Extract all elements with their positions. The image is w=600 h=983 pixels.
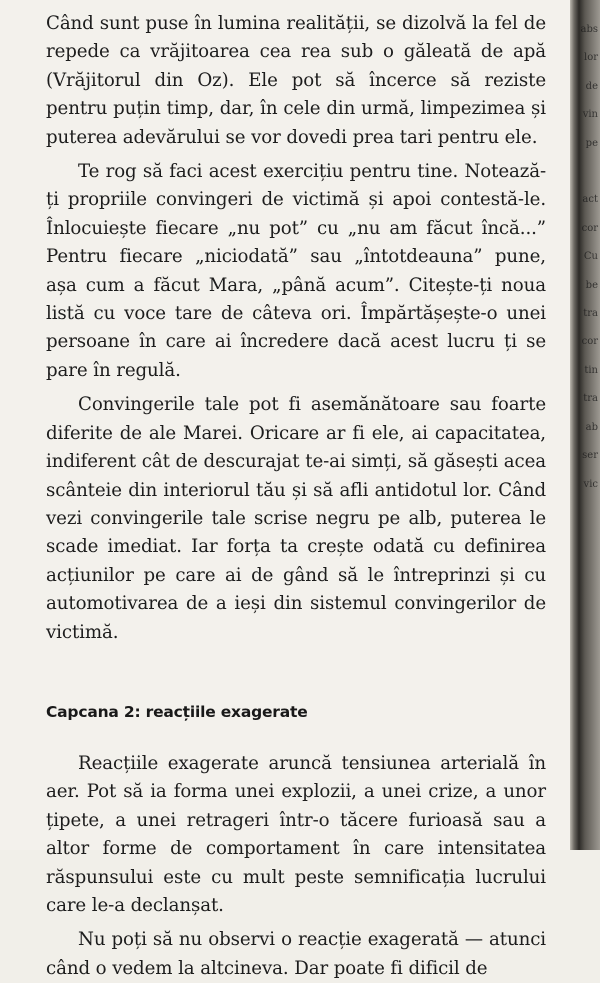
gutter-fragment — [572, 641, 598, 669]
gutter-fragment — [572, 726, 598, 754]
gutter-fragment: Cu — [583, 251, 598, 263]
gutter-fragment — [572, 158, 598, 186]
gutter-fragment: vin — [582, 109, 598, 121]
gutter-fragment — [572, 669, 598, 697]
gutter-fragment: tin — [584, 364, 598, 376]
gutter-fragment: act — [582, 194, 598, 206]
gutter-fragment — [572, 698, 598, 726]
gutter-fragment: abs — [580, 24, 598, 35]
gutter-fragment — [572, 811, 598, 839]
paragraph-5: Nu poți să nu observi o reacție exagerată — atunci când o vedem la altcineva. Dar poate fi dificil de — [46, 929, 546, 979]
section-title: Capcana 2: reacțiile exagerate — [46, 702, 308, 721]
gutter-fragment: pe — [585, 137, 598, 149]
gutter-fragment — [572, 783, 598, 811]
gutter-fragment — [572, 499, 598, 527]
gutter-fragment — [572, 613, 598, 641]
gutter-fragment: vic — [583, 478, 598, 490]
page-content — [46, 10, 546, 983]
gutter-fragment — [572, 840, 598, 868]
gutter-fragment: be — [585, 279, 598, 291]
gutter-fragment: ab — [585, 421, 598, 433]
gutter-fragment: cor — [581, 336, 598, 348]
gutter-fragment — [572, 584, 598, 612]
gutter-fragment — [572, 755, 598, 783]
adjacent-page-gutter — [570, 0, 600, 850]
paragraph-3: Convingerile tale pot fi asemănătoare sau foarte diferite de ale Marei. Oricare ar fi ele, ai capacitatea, indiferent cât de descurajat te-ai simți, să găsești acea scânteie din interiorul tău și să afli antidotul lor. Când vezi convingerile tale scrise negru pe alb, puterea le scade imediat. Iar forța ta crește odată cu definirea acțiunilor pe care ai de gând să le întreprinzi și cu automotivarea de a ieși din sistemul convingerilor de victimă. — [46, 394, 546, 643]
gutter-fragment — [572, 556, 598, 584]
gutter-fragment: de — [585, 80, 598, 92]
gutter-fragment: lor — [584, 52, 598, 64]
paragraph-4: Reacțiile exagerate aruncă tensiunea arterială în aer. Pot să ia forma unei explozii, a unei crize, a unor țipete, a unei retrageri într-o tăcere furioasă sau a altor forme de comportament în care intensitatea răspunsului este cu mult peste semnificația lucrului care le-a declanșat. — [46, 752, 546, 916]
gutter-fragment: tra — [583, 393, 598, 405]
gutter-fragment: cor — [581, 222, 598, 234]
gutter-fragment — [572, 527, 598, 555]
adjacent-page-fragments — [572, 16, 598, 868]
paragraph-2: Te rog să faci acest exercițiu pentru tine. Notează-ți propriile convingeri de victimă și apoi contestă-le. Înlocuiește fiecare „nu pot” cu „nu am făcut încă...” Pentru fiecare „niciodată” sau „întotdeauna” pune, așa cum a făcut Mara, „până acum”. Citește-ți noua listă cu voce tare de câteva ori. Împărtășește-o unei persoane în care ai încredere dacă acest lucru ți se pare în regulă. — [46, 161, 546, 381]
paragraph-1: Când sunt puse în lumina realității, se dizolvă la fel de repede ca vrăjitoarea cea rea sub o găleată de apă (Vrăjitorul din Oz). Ele pot să încerce să reziste pentru puțin timp, dar, în cele din urmă, limpezimea și puterea adevărului se vor dovedi prea tari pentru ele. — [46, 13, 546, 148]
gutter-fragment: ser — [582, 450, 598, 462]
gutter-fragment: tra — [583, 308, 598, 320]
